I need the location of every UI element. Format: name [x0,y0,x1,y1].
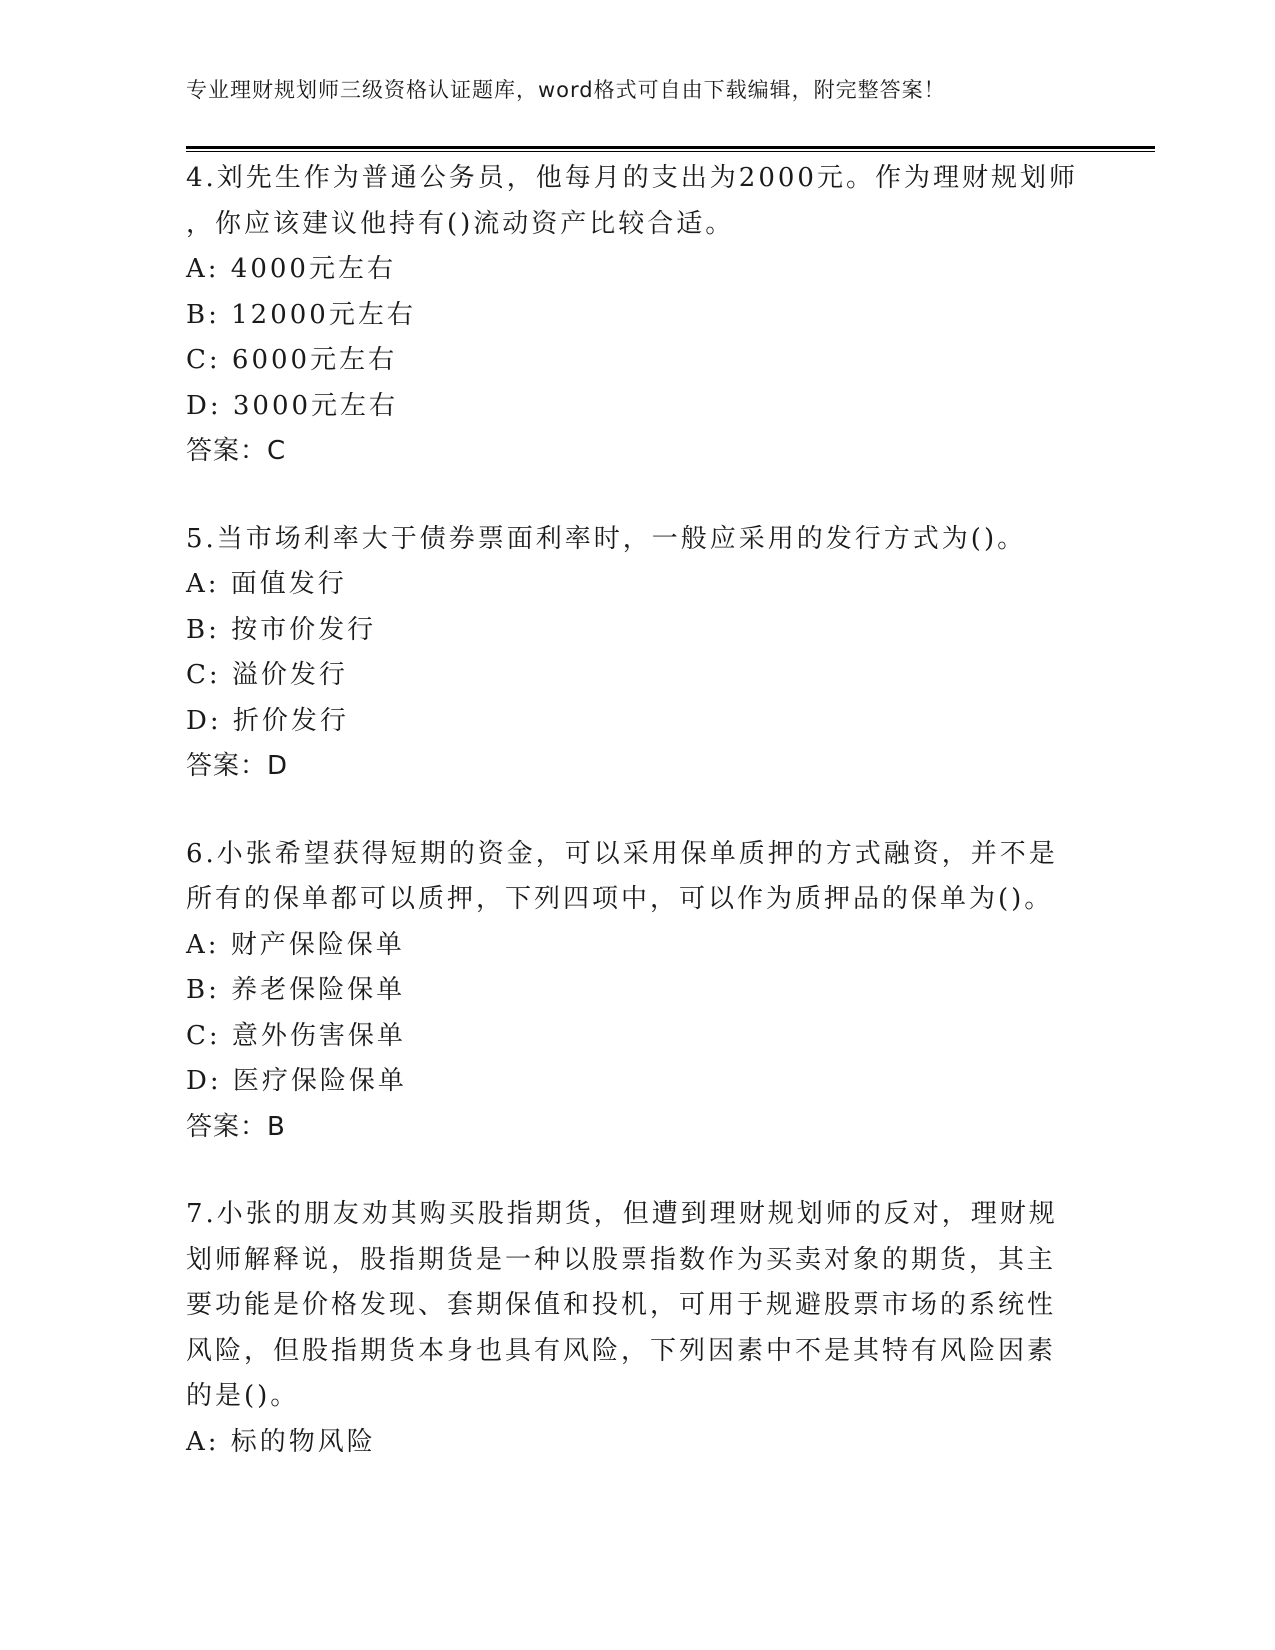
option-b: B: 按市价发行 [186,614,377,645]
option-b: B: 12000元左右 [186,299,416,330]
question-gap [186,790,1086,832]
question-stem-line: 7.小张的朋友劝其购买股指期货，但遭到理财规划师的反对，理财规 [186,1199,1058,1229]
question-list [186,156,1086,1465]
answer-line: 答案：D [186,751,289,781]
question-4 [186,156,1086,475]
header-rule-thin [186,151,1155,152]
question-stem-line: 的是()。 [186,1381,300,1411]
question-stem-line: 风险，但股指期货本身也具有风险，下列因素中不是其特有风险因素 [186,1335,1057,1366]
option-b: B: 养老保险保单 [186,975,406,1005]
question-7 [186,1192,1086,1465]
option-a: A: 面值发行 [186,569,347,599]
question-5 [186,517,1086,790]
answer-line: 答案：B [186,1111,286,1142]
question-stem-line: 6.小张希望获得短期的资金，可以采用保单质押的方式融资，并不是 [186,838,1058,869]
answer-line: 答案：C [186,436,287,466]
question-stem-line: ，你应该建议他持有()流动资产比较合适。 [186,208,735,239]
question-stem-line: 所有的保单都可以质押，下列四项中，可以作为质押品的保单为()。 [186,884,1054,914]
question-stem-line: 要功能是价格发现、套期保值和投机，可用于规避股票市场的系统性 [186,1290,1057,1320]
option-c: C: 溢价发行 [186,660,348,690]
page-header: 专业理财规划师三级资格认证题库，word格式可自由下载编辑，附完整答案！ [186,78,946,102]
question-stem-line: 4.刘先生作为普通公务员，他每月的支出为2000元。作为理财规划师 [186,163,1078,193]
question-gap [186,1150,1086,1192]
option-d: D: 折价发行 [186,705,349,736]
option-d: D: 医疗保险保单 [186,1066,407,1096]
option-a: A: 4000元左右 [186,254,396,284]
option-a: A: 标的物风险 [186,1426,376,1457]
option-d: D: 3000元左右 [186,390,399,421]
option-c: C: 6000元左右 [186,345,398,375]
header-rule-thick [186,146,1155,149]
question-stem-line: 划师解释说，股指期货是一种以股票指数作为买卖对象的期货，其主 [186,1244,1057,1275]
option-a: A: 财产保险保单 [186,929,405,960]
option-c: C: 意外伤害保单 [186,1020,406,1051]
question-6 [186,832,1086,1151]
question-gap [186,475,1086,517]
question-stem-line: 5.当市场利率大于债券票面利率时，一般应采用的发行方式为()。 [186,523,1027,554]
